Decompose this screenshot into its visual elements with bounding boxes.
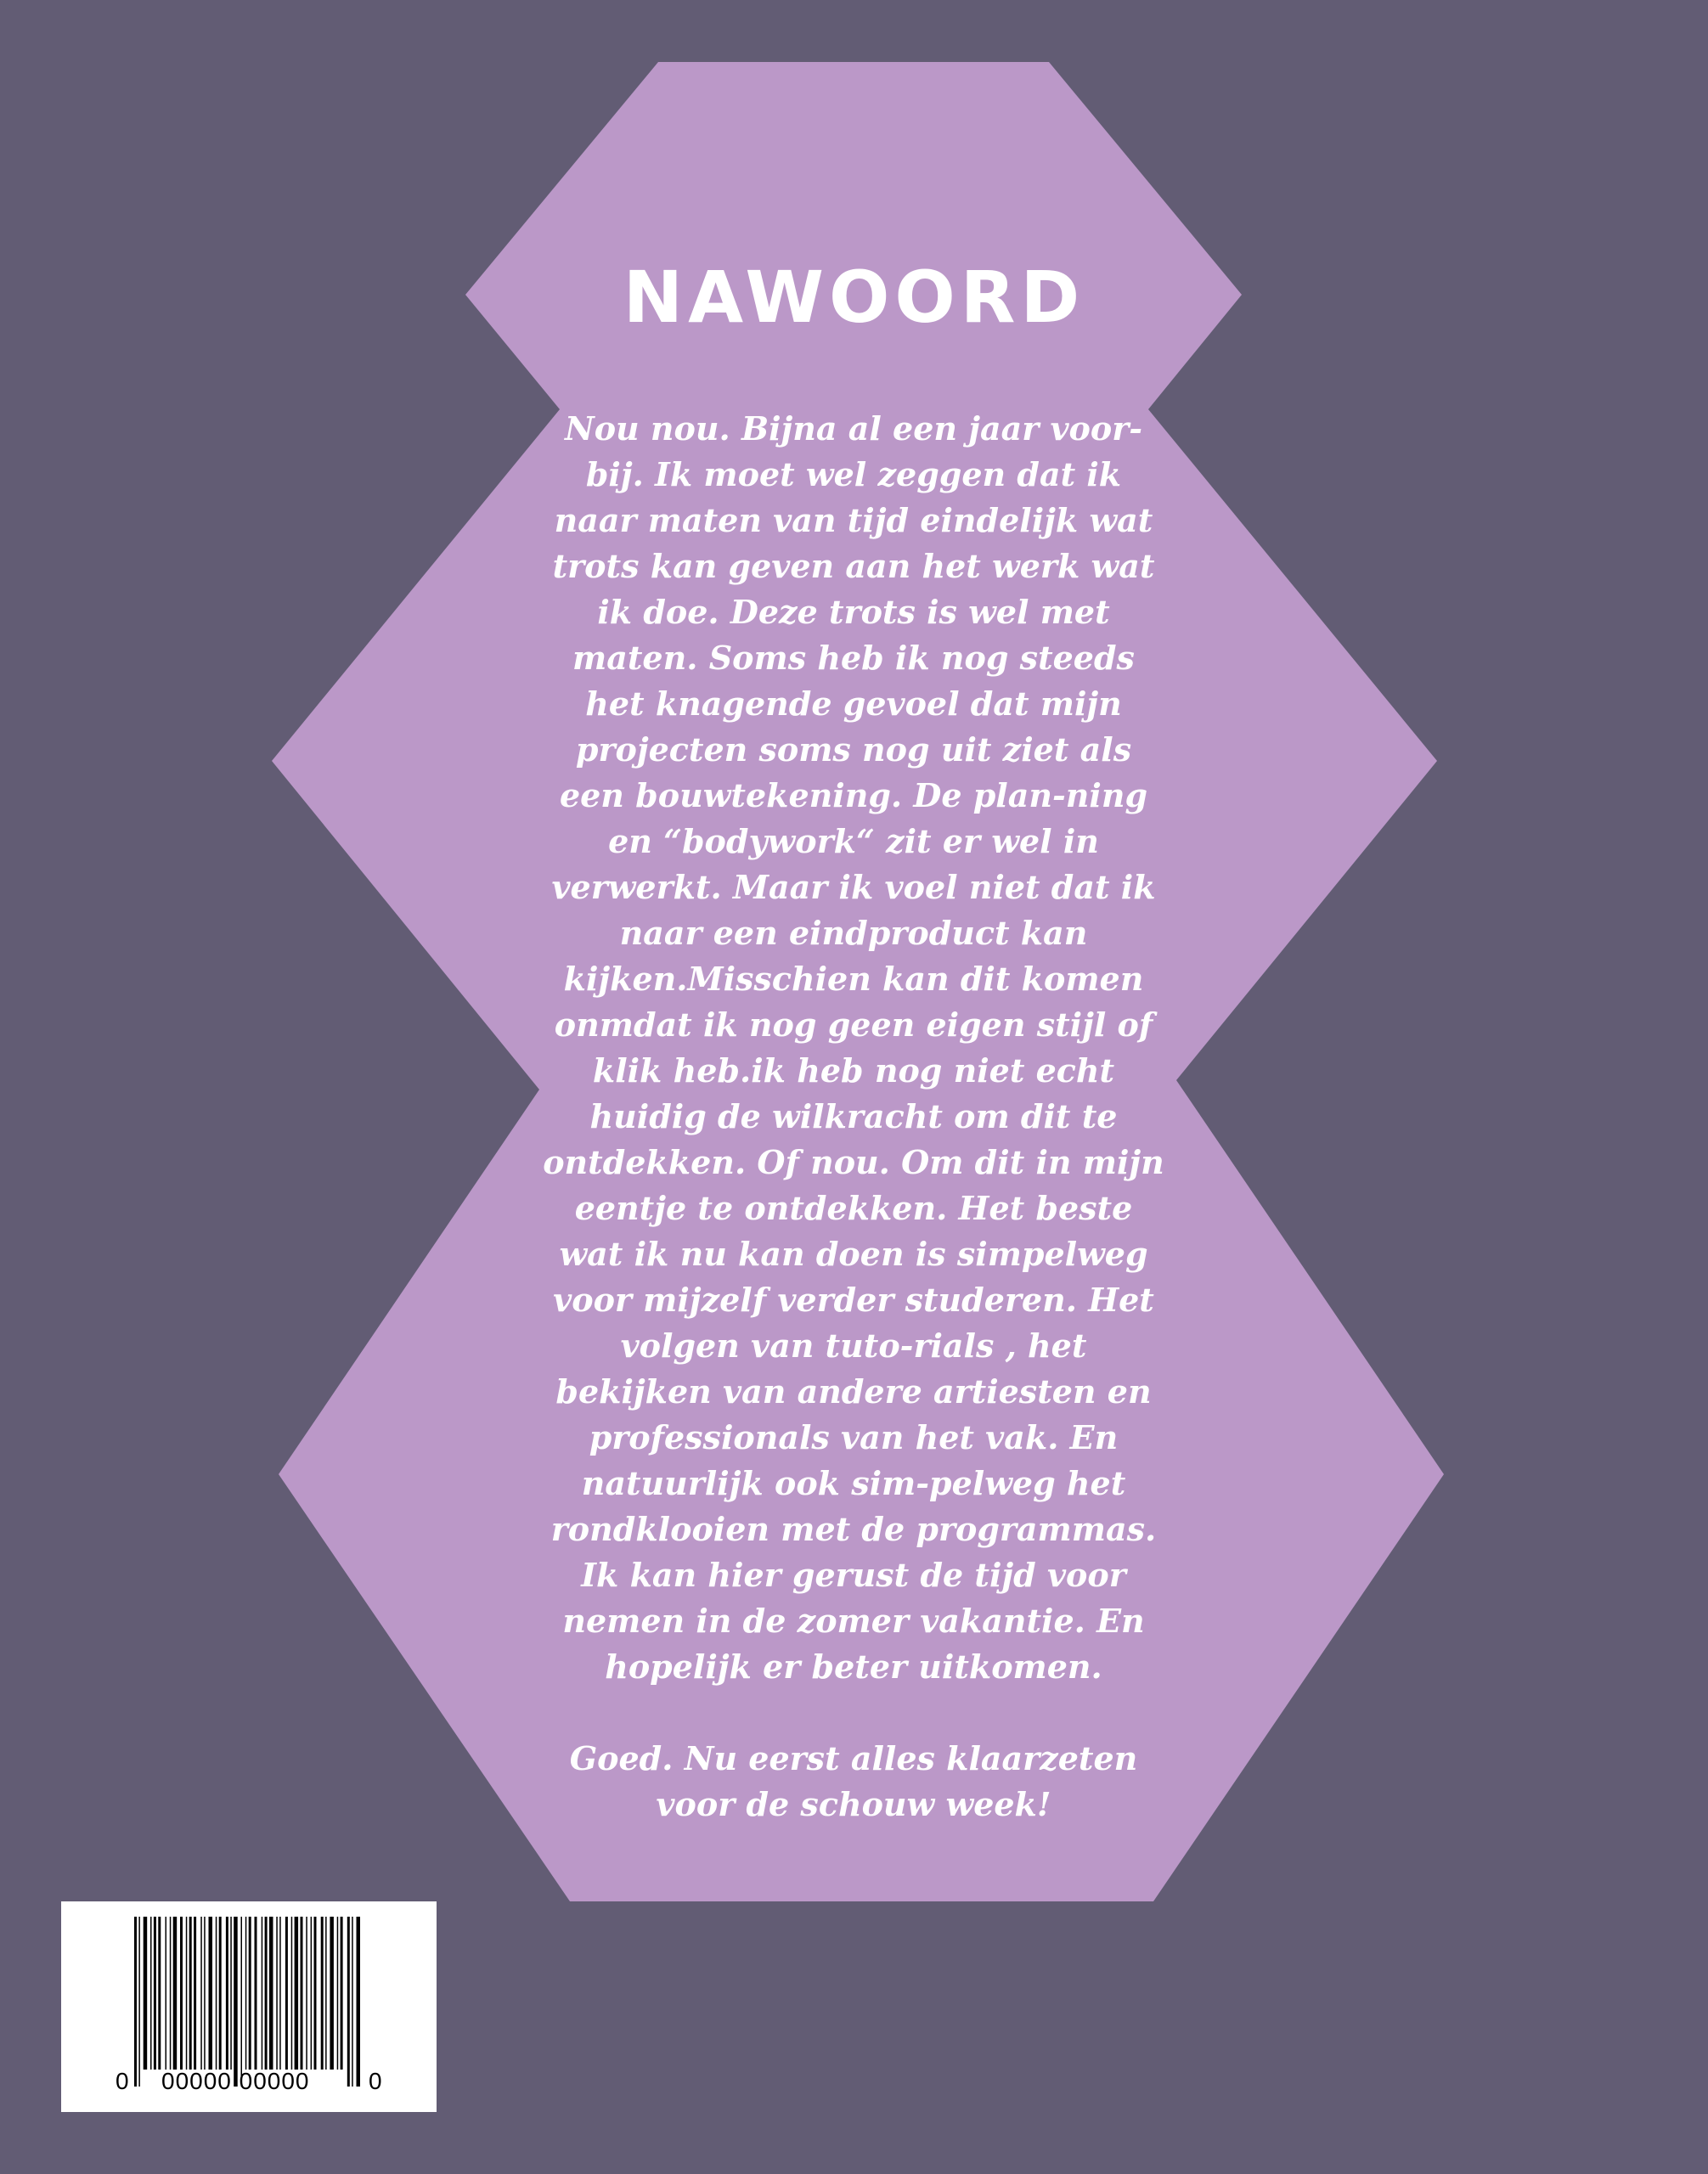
barcode-bar <box>325 1917 327 2070</box>
barcode-bar <box>234 1917 238 2087</box>
afterword-text <box>539 406 1168 1828</box>
barcode-bar <box>341 1917 343 2070</box>
barcode-bar <box>150 1917 152 2070</box>
barcode-bar <box>291 1917 293 2070</box>
barcode-bar <box>285 1917 288 2070</box>
afterword-paragraph-2: Goed. Nu eerst alles klaarzeten voor de schouw week! <box>569 1739 1138 1823</box>
barcode-bar <box>352 1917 353 2087</box>
barcode-bar <box>337 1917 339 2070</box>
barcode-bar <box>154 1917 156 2070</box>
barcode-bar <box>226 1917 228 2070</box>
barcode-bar <box>158 1917 161 2070</box>
barcode-bar <box>230 1917 232 2070</box>
barcode-right-digit: 0 <box>369 2068 382 2094</box>
barcode-bar <box>347 1917 350 2087</box>
barcode-bar <box>276 1917 278 2070</box>
barcode-bar <box>306 1917 307 2070</box>
barcode-bar <box>209 1917 213 2070</box>
barcode-bar <box>144 1917 148 2070</box>
barcode-bar <box>166 1917 167 2070</box>
barcode-middle-digits: 00000 00000 <box>161 2068 310 2094</box>
barcode-bar <box>170 1917 172 2070</box>
barcode-bar <box>301 1917 303 2070</box>
barcode-bar <box>269 1917 273 2070</box>
barcode-bar <box>330 1917 334 2070</box>
barcode-bar <box>357 1917 361 2087</box>
barcode-bar <box>204 1917 206 2070</box>
barcode-bar <box>314 1917 317 2070</box>
barcode-bar <box>311 1917 313 2070</box>
barcode-bar <box>180 1917 183 2070</box>
barcode-bar <box>200 1917 202 2070</box>
afterword-paragraph-1: Nou nou. Bijna al een jaar voor-bij. Ik moet wel zeggen dat ik naar maten van tijd eindelijk wat trots kan geven aan het werk wat ik doe. Deze trots is wel met maten. Soms heb ik nog steeds het knagende gevoel dat mijn projecten soms nog uit ziet als een bouwtekening. De plan-ning en “bodywork“ zit er wel in verwerkt. Maar ik voel niet dat ik naar een eindproduct kan kijken.Misschien kan dit komen onmdat ik nog geen eigen stijl of klik heb.ik heb nog niet echt huidig de wilkracht om dit te ontdekken. Of nou. Om dit in mijn eentje te ontdekken. Het beste wat ik nu kan doen is simpelweg voor mijzelf verder studeren. Het volgen van tuto-rials , het bekijken van andere artiesten en professionals van het vak. En natuurlijk ook sim-pelweg het rondklooien met de programmas. Ik kan hier gerust de tijd voor nemen in de zomer vakantie. En hopelijk er beter uitkomen. <box>543 409 1164 1686</box>
barcode-bar <box>186 1917 188 2070</box>
barcode-bar <box>249 1917 251 2070</box>
barcode-bar <box>279 1917 281 2070</box>
barcode-bar <box>138 1917 140 2087</box>
barcode-bar <box>265 1917 268 2070</box>
barcode-bar <box>173 1917 178 2070</box>
barcode-bar <box>262 1917 263 2070</box>
barcode-left-digit: 0 <box>116 2068 129 2094</box>
barcode-bar <box>255 1917 257 2070</box>
barcode-bar <box>219 1917 222 2070</box>
barcode-bar <box>189 1917 192 2070</box>
barcode-bar <box>295 1917 299 2070</box>
page-title: NAWOORD <box>623 256 1085 339</box>
barcode-bar <box>134 1917 137 2087</box>
barcode-bar <box>241 1917 243 2087</box>
barcode-bar <box>245 1917 247 2070</box>
barcode <box>61 1901 437 2112</box>
barcode-bar <box>216 1917 217 2070</box>
barcode-bar <box>194 1917 196 2070</box>
barcode-bar <box>321 1917 324 2070</box>
